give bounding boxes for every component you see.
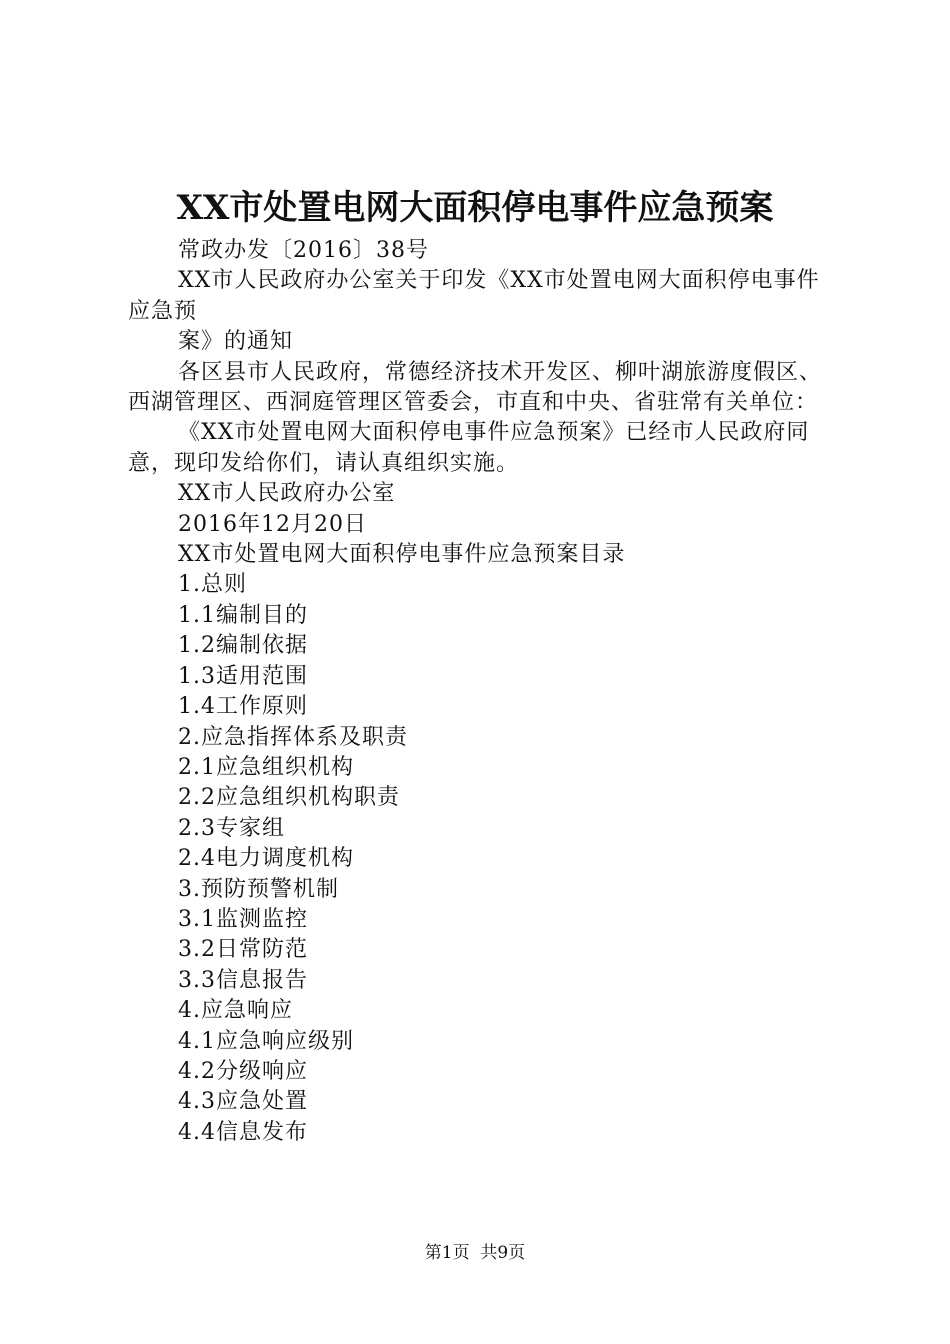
document-title: XX市处置电网大面积停电事件应急预案 bbox=[176, 188, 774, 228]
toc-item: 1.总则 bbox=[178, 572, 247, 598]
toc-item: 1.4工作原则 bbox=[178, 694, 308, 720]
toc-item: 4.1应急响应级别 bbox=[178, 1028, 354, 1054]
toc-item: 2.4电力调度机构 bbox=[178, 846, 354, 872]
notice-title-line1: XX市人民政府办公室关于印发《XX市处置电网大面积停电事件应急预 bbox=[128, 268, 820, 324]
toc-item: 1.2编制依据 bbox=[178, 633, 308, 659]
issue-date: 2016年12月20日 bbox=[178, 511, 367, 537]
toc-item: 1.3适用范围 bbox=[178, 663, 308, 689]
toc-item: 2.1应急组织机构 bbox=[178, 754, 354, 780]
toc-list bbox=[128, 570, 832, 1148]
toc-item: 3.3信息报告 bbox=[178, 967, 308, 993]
toc-item: 4.3应急处置 bbox=[178, 1089, 308, 1115]
toc-item: 1.1编制目的 bbox=[178, 602, 308, 628]
recipients-paragraph: 各区县市人民政府，常德经济技术开发区、柳叶湖旅游度假区、西湖管理区、西洞庭管理区管委会，市直和中央、省驻常有关单位： bbox=[128, 359, 823, 416]
toc-item: 2.应急指挥体系及职责 bbox=[178, 724, 408, 750]
doc-number: 常政办发〔2016〕38号 bbox=[178, 238, 429, 263]
notice-title-line2: 案》的通知 bbox=[178, 329, 294, 355]
toc-item: 4.2分级响应 bbox=[178, 1058, 308, 1084]
toc-item: 3.1监测监控 bbox=[178, 906, 308, 932]
toc-heading: XX市处置电网大面积停电事件应急预案目录 bbox=[178, 542, 626, 568]
toc-item: 2.2应急组织机构职责 bbox=[178, 785, 400, 811]
toc-item: 4.应急响应 bbox=[178, 998, 293, 1024]
toc-item: 2.3专家组 bbox=[178, 815, 285, 841]
page-footer: 第1页 共9页 bbox=[424, 1243, 526, 1263]
document-body bbox=[128, 236, 832, 1148]
toc-item: 3.2日常防范 bbox=[178, 937, 308, 963]
issuer: XX市人民政府办公室 bbox=[178, 481, 396, 507]
body-paragraph: 《XX市处置电网大面积停电事件应急预案》已经市人民政府同意，现印发给你们，请认真组织实施。 bbox=[128, 420, 810, 476]
toc-item: 4.4信息发布 bbox=[178, 1119, 308, 1145]
toc-item: 3.预防预警机制 bbox=[178, 876, 339, 902]
